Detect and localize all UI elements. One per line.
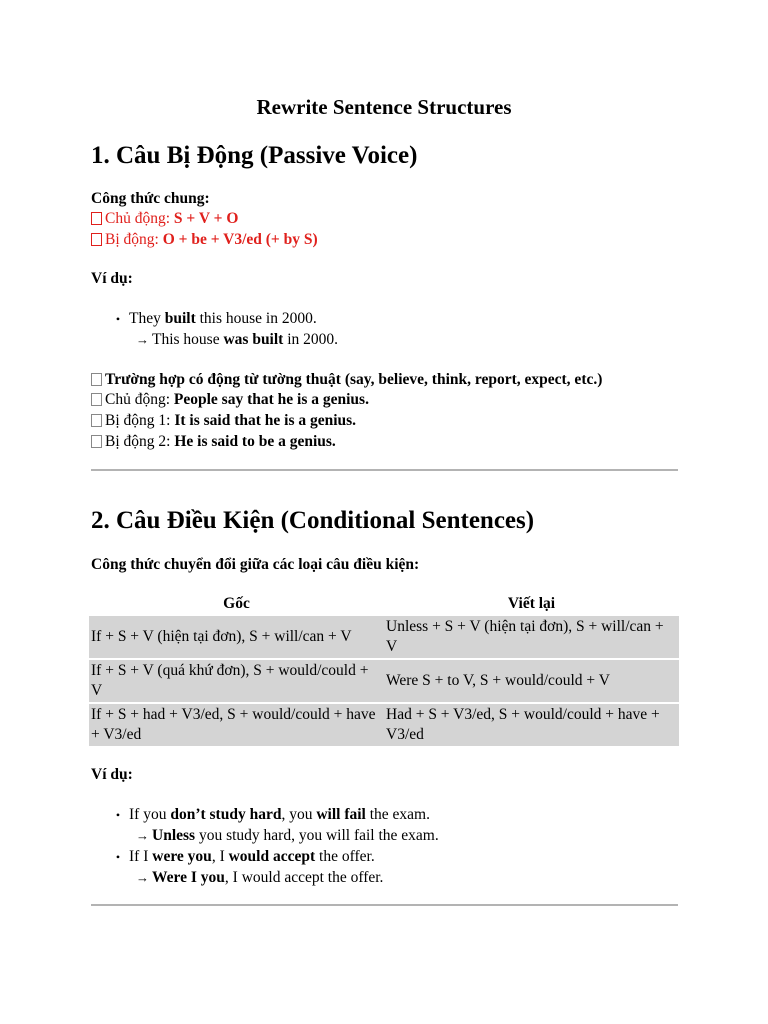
passive-label: Bị động:	[105, 231, 163, 248]
text-segment: Chủ động:	[105, 391, 174, 408]
bullet-icon: •	[115, 850, 121, 864]
reporting-heading-text: Trường hợp có động từ tường thuật (say, believe, think, report, expect, etc.)	[105, 371, 603, 388]
text-segment: the offer.	[315, 848, 375, 865]
conversion-table	[89, 592, 679, 746]
missing-glyph-icon	[91, 435, 102, 448]
list-item	[107, 806, 430, 824]
text-segment: in 2000.	[283, 331, 339, 348]
text-segment: They	[129, 310, 165, 327]
table-cell: If + S + V (quá khứ đơn), S + would/could + V	[89, 659, 384, 703]
table-row	[89, 659, 679, 703]
section-divider	[91, 904, 678, 906]
table-cell: If + S + had + V3/ed, S + would/could + have + V3/ed	[89, 703, 384, 746]
text-segment: Bị động 2:	[105, 433, 175, 450]
bold-segment: would accept	[228, 848, 316, 865]
conditional-intro	[91, 556, 419, 574]
bold-segment: will fail	[316, 806, 366, 823]
text-segment: , I	[211, 848, 229, 865]
bold-segment: People say that he is a genius.	[173, 391, 369, 408]
bold-segment: It is said that he is a genius.	[174, 412, 357, 429]
table-cell: Were S + to V, S + would/could + V	[384, 659, 679, 703]
text-segment: If you	[129, 806, 171, 823]
document-title: Rewrite Sentence Structures	[256, 95, 512, 119]
reporting-passive1-line	[91, 412, 356, 430]
formula-label-text: Công thức chung:	[91, 190, 210, 207]
table-cell: Had + S + V3/ed, S + would/could + have + V3/ed	[384, 703, 679, 746]
table-row	[89, 616, 679, 659]
section-2-heading: 2. Câu Điều Kiện (Conditional Sentences)	[91, 507, 535, 534]
bold-segment: Unless	[152, 827, 196, 844]
conditional-intro-text: Công thức chuyển đổi giữa các loại câu điều kiện:	[91, 556, 420, 573]
passive-formula: O + be + V3/ed (+ by S)	[162, 231, 318, 248]
text-segment: this house in 2000.	[195, 310, 317, 327]
table-cell: If + S + V (hiện tại đơn), S + will/can + V	[89, 616, 384, 659]
text-segment: If I	[129, 848, 153, 865]
bold-segment: built	[164, 310, 196, 327]
list-item-result	[136, 331, 338, 349]
bullet-icon: •	[115, 808, 121, 822]
active-label: Chủ động:	[105, 210, 174, 227]
arrow-right-icon: →	[136, 332, 149, 347]
missing-glyph-icon	[91, 393, 102, 406]
list-item	[107, 848, 375, 866]
formula-label	[91, 190, 210, 208]
list-item-result	[136, 869, 383, 887]
example-label-text: Ví dụ:	[91, 270, 133, 287]
passive-formula-line	[91, 231, 318, 249]
missing-glyph-icon	[91, 233, 102, 246]
list-item	[107, 310, 317, 328]
text-segment: you study hard, you will fail the exam.	[195, 827, 439, 844]
active-formula-line	[91, 210, 238, 228]
missing-glyph-icon	[91, 212, 102, 225]
missing-glyph-icon	[91, 414, 102, 427]
table-header-row	[89, 592, 679, 616]
arrow-right-icon: →	[136, 870, 149, 885]
example-label-1	[91, 270, 133, 288]
active-formula: S + V + O	[173, 210, 239, 227]
text-segment: , I would accept the offer.	[224, 869, 384, 886]
reporting-passive2-line	[91, 433, 336, 451]
bullet-icon: •	[115, 312, 121, 326]
bold-segment: Were I you	[152, 869, 225, 886]
bold-segment: He is said to be a genius.	[174, 433, 336, 450]
column-header: Viết lại	[507, 595, 556, 612]
column-header: Gốc	[223, 595, 250, 612]
example-label-2	[91, 766, 133, 784]
table-row	[89, 703, 679, 746]
bold-segment: was built	[223, 331, 284, 348]
text-segment: the exam.	[365, 806, 430, 823]
bold-segment: don’t study hard	[170, 806, 282, 823]
bold-segment: were you	[152, 848, 212, 865]
text-segment: , you	[281, 806, 317, 823]
text-segment: Bị động 1:	[105, 412, 175, 429]
arrow-right-icon: →	[136, 828, 149, 843]
list-item-result	[136, 827, 439, 845]
text-segment: This house	[152, 331, 224, 348]
section-1-heading: 1. Câu Bị Động (Passive Voice)	[91, 142, 418, 169]
example-label-text: Ví dụ:	[91, 766, 133, 783]
table-cell: Unless + S + V (hiện tại đơn), S + will/can + V	[384, 616, 679, 659]
reporting-heading	[91, 371, 602, 389]
reporting-active-line	[91, 391, 369, 409]
missing-glyph-icon	[91, 373, 102, 386]
section-divider	[91, 469, 678, 471]
